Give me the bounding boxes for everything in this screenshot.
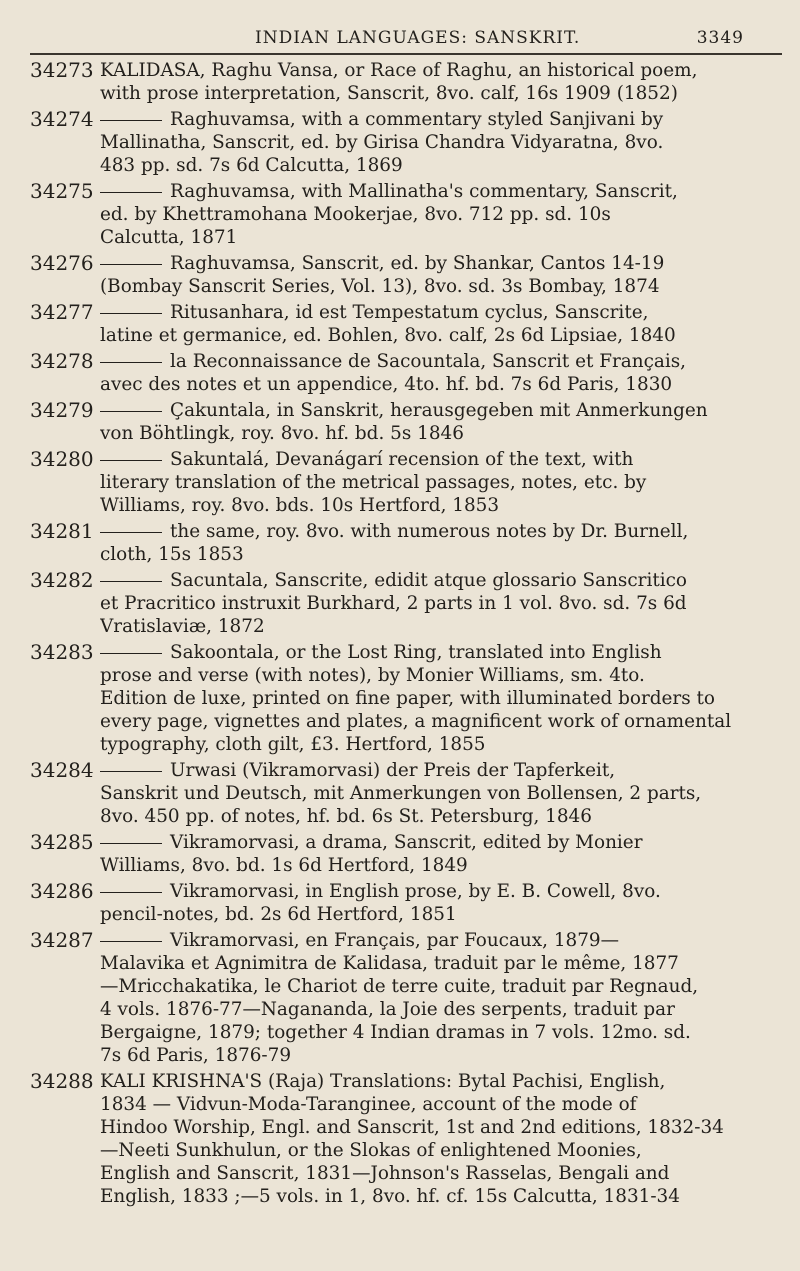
entry-line: [100, 615, 782, 638]
entry-line-text: —Neeti Sunkhulun, or the Slokas of enlightened Moonies,: [100, 1140, 642, 1161]
entry-line: [100, 805, 782, 828]
entry-line-text: et Pracritico instruxit Burkhard, 2 parts in 1 vol. 8vo. sd. 7s 6d: [100, 593, 687, 614]
catalogue-entry: [30, 301, 782, 347]
ditto-dash: [100, 581, 162, 582]
entry-line: [100, 592, 782, 615]
entry-line: [100, 520, 782, 543]
entry-line: [100, 301, 782, 324]
entry-line: [100, 569, 782, 592]
entry-line-text: the same, roy. 8vo. with numerous notes by Dr. Burnell,: [170, 521, 689, 542]
entry-text: [100, 641, 782, 756]
ditto-dash: [100, 892, 162, 893]
catalogue-entry: [30, 399, 782, 445]
entry-line-text: Raghuvamsa, Sanscrit, ed. by Shankar, Cantos 14-19: [170, 253, 665, 274]
entry-line: [100, 831, 782, 854]
entry-line-text: latine et germanice, ed. Bohlen, 8vo. calf, 2s 6d Lipsiae, 1840: [100, 325, 676, 346]
entry-text: [100, 1070, 782, 1208]
entry-line-text: Raghuvamsa, with Mallinatha's commentary, Sanscrit,: [170, 181, 678, 202]
entry-line: [100, 494, 782, 517]
entry-text: [100, 929, 782, 1067]
entry-line-text: pencil-notes, bd. 2s 6d Hertford, 1851: [100, 904, 457, 925]
entry-line-text: KALIDASA, Raghu Vansa, or Race of Raghu, an historical poem,: [100, 60, 698, 81]
entry-line-text: Sakuntalá, Devanágarí recension of the text, with: [170, 449, 634, 470]
catalogue-entry: [30, 759, 782, 828]
entry-line-text: Raghuvamsa, with a commentary styled Sanjivani by: [170, 109, 664, 130]
entry-text: [100, 350, 782, 396]
catalogue-entry: [30, 252, 782, 298]
catalogue-entry: [30, 1070, 782, 1208]
entry-line-text: KALI KRISHNA'S (Raja) Translations: Bytal Pachisi, English,: [100, 1071, 666, 1092]
entry-line-text: 4 vols. 1876-77—Nagananda, la Joie des serpents, traduit par: [100, 999, 675, 1020]
entry-line-text: literary translation of the metrical passages, notes, etc. by: [100, 472, 647, 493]
entry-line: [100, 998, 782, 1021]
entry-line-text: Hindoo Worship, Engl. and Sanscrit, 1st and 2nd editions, 1832-34: [100, 1117, 724, 1138]
lot-number: 34277: [30, 300, 94, 324]
entry-line: [100, 1139, 782, 1162]
entry-line: [100, 782, 782, 805]
ditto-dash: [100, 843, 162, 844]
entry-line: [100, 203, 782, 226]
entry-line: [100, 975, 782, 998]
entry-text: [100, 59, 782, 105]
entry-text: [100, 252, 782, 298]
entry-line-text: von Böhtlingk, roy. 8vo. hf. bd. 5s 1846: [100, 423, 464, 444]
entry-line: [100, 543, 782, 566]
entry-list: [30, 59, 782, 1208]
entry-line-text: English, 1833 ;—5 vols. in 1, 8vo. hf. cf. 15s Calcutta, 1831-34: [100, 1186, 680, 1207]
entry-text: [100, 448, 782, 517]
entry-line: [100, 759, 782, 782]
entry-line: [100, 641, 782, 664]
entry-line: [100, 1021, 782, 1044]
entry-line: [100, 471, 782, 494]
ditto-dash: [100, 941, 162, 942]
entry-line: [100, 687, 782, 710]
entry-text: [100, 831, 782, 877]
entry-line: [100, 180, 782, 203]
lot-number: 34276: [30, 251, 94, 275]
entry-text: [100, 399, 782, 445]
catalogue-entry: [30, 929, 782, 1067]
entry-line: [100, 1162, 782, 1185]
lot-number: 34281: [30, 519, 94, 543]
entry-line-text: Vratislaviæ, 1872: [100, 616, 265, 637]
lot-number: 34286: [30, 879, 94, 903]
entry-line-text: Williams, roy. 8vo. bds. 10s Hertford, 1853: [100, 495, 500, 516]
page-header: [30, 28, 782, 48]
ditto-dash: [100, 771, 162, 772]
entry-line: [100, 373, 782, 396]
lot-number: 34288: [30, 1069, 94, 1093]
catalogue-entry: [30, 641, 782, 756]
entry-line-text: Vikramorvasi, in English prose, by E. B. Cowell, 8vo.: [170, 881, 661, 902]
entry-line: [100, 108, 782, 131]
lot-number: 34274: [30, 107, 94, 131]
entry-line-text: avec des notes et un appendice, 4to. hf. bd. 7s 6d Paris, 1830: [100, 374, 673, 395]
entry-line-text: Calcutta, 1871: [100, 227, 238, 248]
entry-line-text: Bergaigne, 1879; together 4 Indian dramas in 7 vols. 12mo. sd.: [100, 1022, 691, 1043]
catalogue-entry: [30, 831, 782, 877]
entry-line: [100, 350, 782, 373]
catalogue-entry: [30, 880, 782, 926]
ditto-dash: [100, 264, 162, 265]
entry-text: [100, 569, 782, 638]
entry-line-text: Edition de luxe, printed on fine paper, with illuminated borders to: [100, 688, 715, 709]
entry-line: [100, 226, 782, 249]
running-title: INDIAN LANGUAGES: SANSKRIT.: [255, 28, 581, 48]
entry-line: [100, 903, 782, 926]
catalogue-entry: [30, 108, 782, 177]
entry-line: [100, 1116, 782, 1139]
ditto-dash: [100, 460, 162, 461]
entry-line-text: 483 pp. sd. 7s 6d Calcutta, 1869: [100, 155, 403, 176]
entry-line-text: Williams, 8vo. bd. 1s 6d Hertford, 1849: [100, 855, 468, 876]
entry-line-text: (Bombay Sanscrit Series, Vol. 13), 8vo. sd. 3s Bombay, 1874: [100, 276, 660, 297]
entry-line-text: la Reconnaissance de Sacountala, Sanscrit et Français,: [170, 351, 687, 372]
entry-line: [100, 929, 782, 952]
entry-line-text: cloth, 15s 1853: [100, 544, 244, 565]
entry-text: [100, 880, 782, 926]
catalogue-entry: [30, 350, 782, 396]
lot-number: 34273: [30, 58, 94, 82]
entry-line-text: typography, cloth gilt, £3. Hertford, 1855: [100, 734, 486, 755]
entry-line-text: Urwasi (Vikramorvasi) der Preis der Tapferkeit,: [170, 760, 616, 781]
entry-line-text: Ritusanhara, id est Tempestatum cyclus, Sanscrite,: [170, 302, 649, 323]
entry-line: [100, 710, 782, 733]
entry-text: [100, 759, 782, 828]
catalogue-entry: [30, 569, 782, 638]
entry-line-text: English and Sanscrit, 1831—Johnson's Rasselas, Bengali and: [100, 1163, 670, 1184]
entry-line: [100, 422, 782, 445]
entry-line: [100, 59, 782, 82]
header-rule: [30, 53, 782, 55]
catalogue-entry: [30, 448, 782, 517]
entry-line-text: Sakoontala, or the Lost Ring, translated into English: [170, 642, 662, 663]
entry-line: [100, 952, 782, 975]
entry-text: [100, 301, 782, 347]
ditto-dash: [100, 653, 162, 654]
entry-text: [100, 108, 782, 177]
lot-number: 34278: [30, 349, 94, 373]
catalogue-entry: [30, 180, 782, 249]
entry-line: [100, 1044, 782, 1067]
entry-line: [100, 275, 782, 298]
ditto-dash: [100, 313, 162, 314]
lot-number: 34275: [30, 179, 94, 203]
entry-line-text: Sanskrit und Deutsch, mit Anmerkungen von Bollensen, 2 parts,: [100, 783, 702, 804]
entry-line: [100, 448, 782, 471]
lot-number: 34284: [30, 758, 94, 782]
entry-line-text: 7s 6d Paris, 1876-79: [100, 1045, 292, 1066]
entry-line: [100, 252, 782, 275]
entry-line-text: Vikramorvasi, a drama, Sanscrit, edited by Monier: [170, 832, 643, 853]
ditto-dash: [100, 411, 162, 412]
entry-text: [100, 180, 782, 249]
entry-text: [100, 520, 782, 566]
entry-line: [100, 1070, 782, 1093]
lot-number: 34283: [30, 640, 94, 664]
lot-number: 34279: [30, 398, 94, 422]
entry-line: [100, 399, 782, 422]
lot-number: 34282: [30, 568, 94, 592]
entry-line: [100, 733, 782, 756]
entry-line: [100, 154, 782, 177]
entry-line: [100, 854, 782, 877]
entry-line-text: —Mricchakatika, le Chariot de terre cuite, traduit par Regnaud,: [100, 976, 699, 997]
ditto-dash: [100, 120, 162, 121]
entry-line: [100, 324, 782, 347]
catalogue-entry: [30, 59, 782, 105]
entry-line: [100, 664, 782, 687]
ditto-dash: [100, 192, 162, 193]
entry-line-text: every page, vignettes and plates, a magnificent work of ornamental: [100, 711, 732, 732]
entry-line-text: 8vo. 450 pp. of notes, hf. bd. 6s St. Petersburg, 1846: [100, 806, 592, 827]
entry-line-text: 1834 — Vidvun-Moda-Taranginee, account of the mode of: [100, 1094, 637, 1115]
entry-line-text: Sacuntala, Sanscrite, edidit atque glossario Sanscritico: [170, 570, 687, 591]
entry-line-text: ed. by Khettramohana Mookerjae, 8vo. 712 pp. sd. 10s: [100, 204, 611, 225]
entry-line-text: prose and verse (with notes), by Monier Williams, sm. 4to.: [100, 665, 645, 686]
entry-line-text: Malavika et Agnimitra de Kalidasa, traduit par le même, 1877: [100, 953, 679, 974]
entry-line: [100, 131, 782, 154]
lot-number: 34285: [30, 830, 94, 854]
entry-line-text: Çakuntala, in Sanskrit, herausgegeben mit Anmerkungen: [170, 400, 708, 421]
lot-number: 34287: [30, 928, 94, 952]
entry-line: [100, 82, 782, 105]
page-number: 3349: [696, 28, 744, 48]
lot-number: 34280: [30, 447, 94, 471]
entry-line: [100, 1185, 782, 1208]
ditto-dash: [100, 532, 162, 533]
entry-line-text: with prose interpretation, Sanscrit, 8vo. calf, 16s 1909 (1852): [100, 83, 678, 104]
entry-line: [100, 1093, 782, 1116]
entry-line: [100, 880, 782, 903]
ditto-dash: [100, 362, 162, 363]
catalogue-entry: [30, 520, 782, 566]
entry-line-text: Mallinatha, Sanscrit, ed. by Girisa Chandra Vidyaratna, 8vo.: [100, 132, 664, 153]
entry-line-text: Vikramorvasi, en Français, par Foucaux, 1879—: [170, 930, 620, 951]
